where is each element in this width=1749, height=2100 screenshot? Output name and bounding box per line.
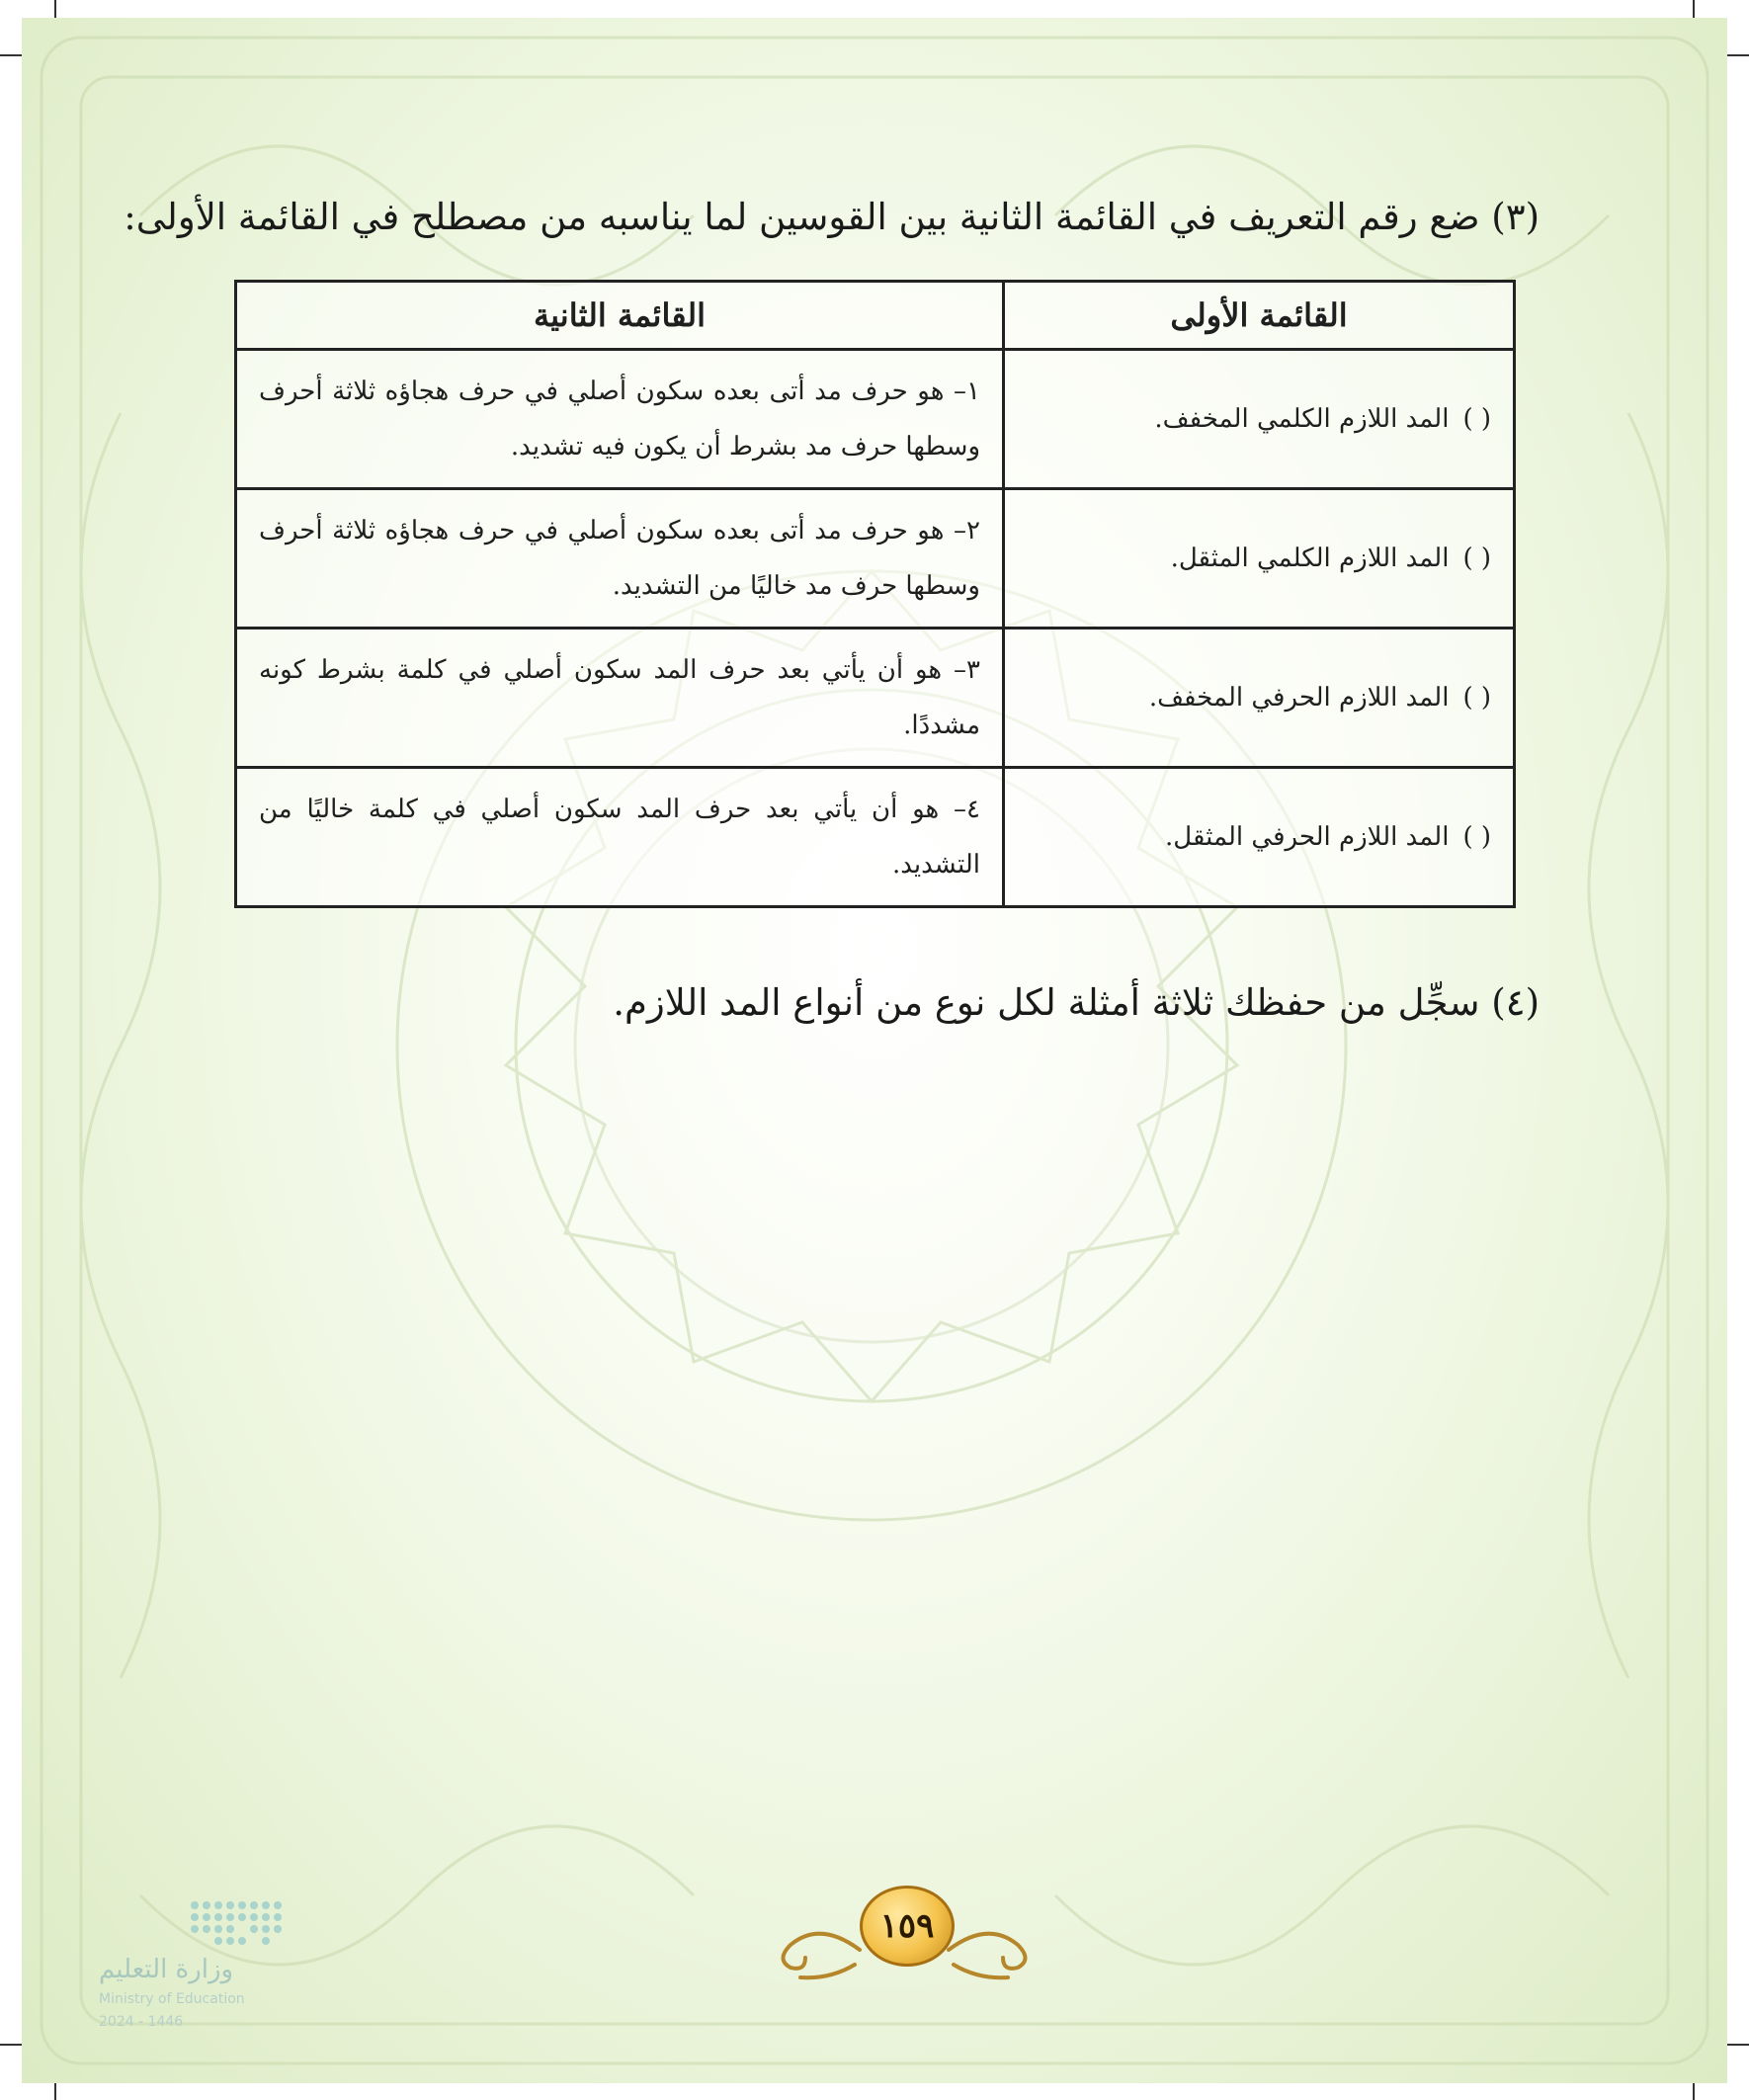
header-first-list: القائمة الأولى <box>1004 282 1515 350</box>
term-cell <box>1004 350 1515 489</box>
term-text: المد اللازم الحرفي المخفف. <box>1148 683 1450 713</box>
ministry-name-english: Ministry of Education <box>99 1991 245 2007</box>
header-second-list: القائمة الثانية <box>236 282 1004 350</box>
question-3: (٣) ضع رقم التعريف في القائمة الثانية بين القوسين لما يناسبه من مصطلح في القائمة الأولى: <box>124 196 1540 238</box>
page-number-badge: ١٥٩ <box>860 1886 955 1967</box>
definition-cell: ٤– هو أن يأتي بعد حرف المد سكون أصلي في كلمة خاليًا من التشديد. <box>236 768 1004 907</box>
table-row <box>236 629 1515 768</box>
table-row <box>236 350 1515 489</box>
ministry-year: 2024 - 1446 <box>99 2014 184 2030</box>
matching-table <box>234 280 1516 908</box>
answer-parens[interactable]: ( ) <box>1462 822 1491 852</box>
table-row <box>236 489 1515 629</box>
ministry-logo-dots-icon <box>96 1895 293 1950</box>
term-cell <box>1004 489 1515 629</box>
term-cell <box>1004 768 1515 907</box>
question-4: (٤) سجِّل من حفظك ثلاثة أمثلة لكل نوع من أنواع المد اللازم. <box>613 981 1540 1024</box>
answer-parens[interactable]: ( ) <box>1462 683 1491 713</box>
table-header-row <box>236 282 1515 350</box>
table-row <box>236 768 1515 907</box>
term-text: المد اللازم الكلمي المثقل. <box>1170 544 1450 573</box>
page <box>22 18 1727 2083</box>
definition-cell: ٣– هو أن يأتي بعد حرف المد سكون أصلي في كلمة بشرط كونه مشددًا. <box>236 629 1004 768</box>
term-cell <box>1004 629 1515 768</box>
ministry-name-arabic: وزارة التعليم <box>99 1955 234 1984</box>
definition-cell: ٢– هو حرف مد أتى بعده سكون أصلي في حرف هجاؤه ثلاثة أحرف وسطها حرف مد خاليًا من التشديد. <box>236 489 1004 629</box>
term-text: المد اللازم الحرفي المثقل. <box>1165 822 1450 852</box>
answer-parens[interactable]: ( ) <box>1462 544 1491 573</box>
term-text: المد اللازم الكلمي المخفف. <box>1154 404 1450 434</box>
definition-cell: ١– هو حرف مد أتى بعده سكون أصلي في حرف هجاؤه ثلاثة أحرف وسطها حرف مد بشرط أن يكون فيه تشديد. <box>236 350 1004 489</box>
answer-parens[interactable]: ( ) <box>1462 404 1491 434</box>
